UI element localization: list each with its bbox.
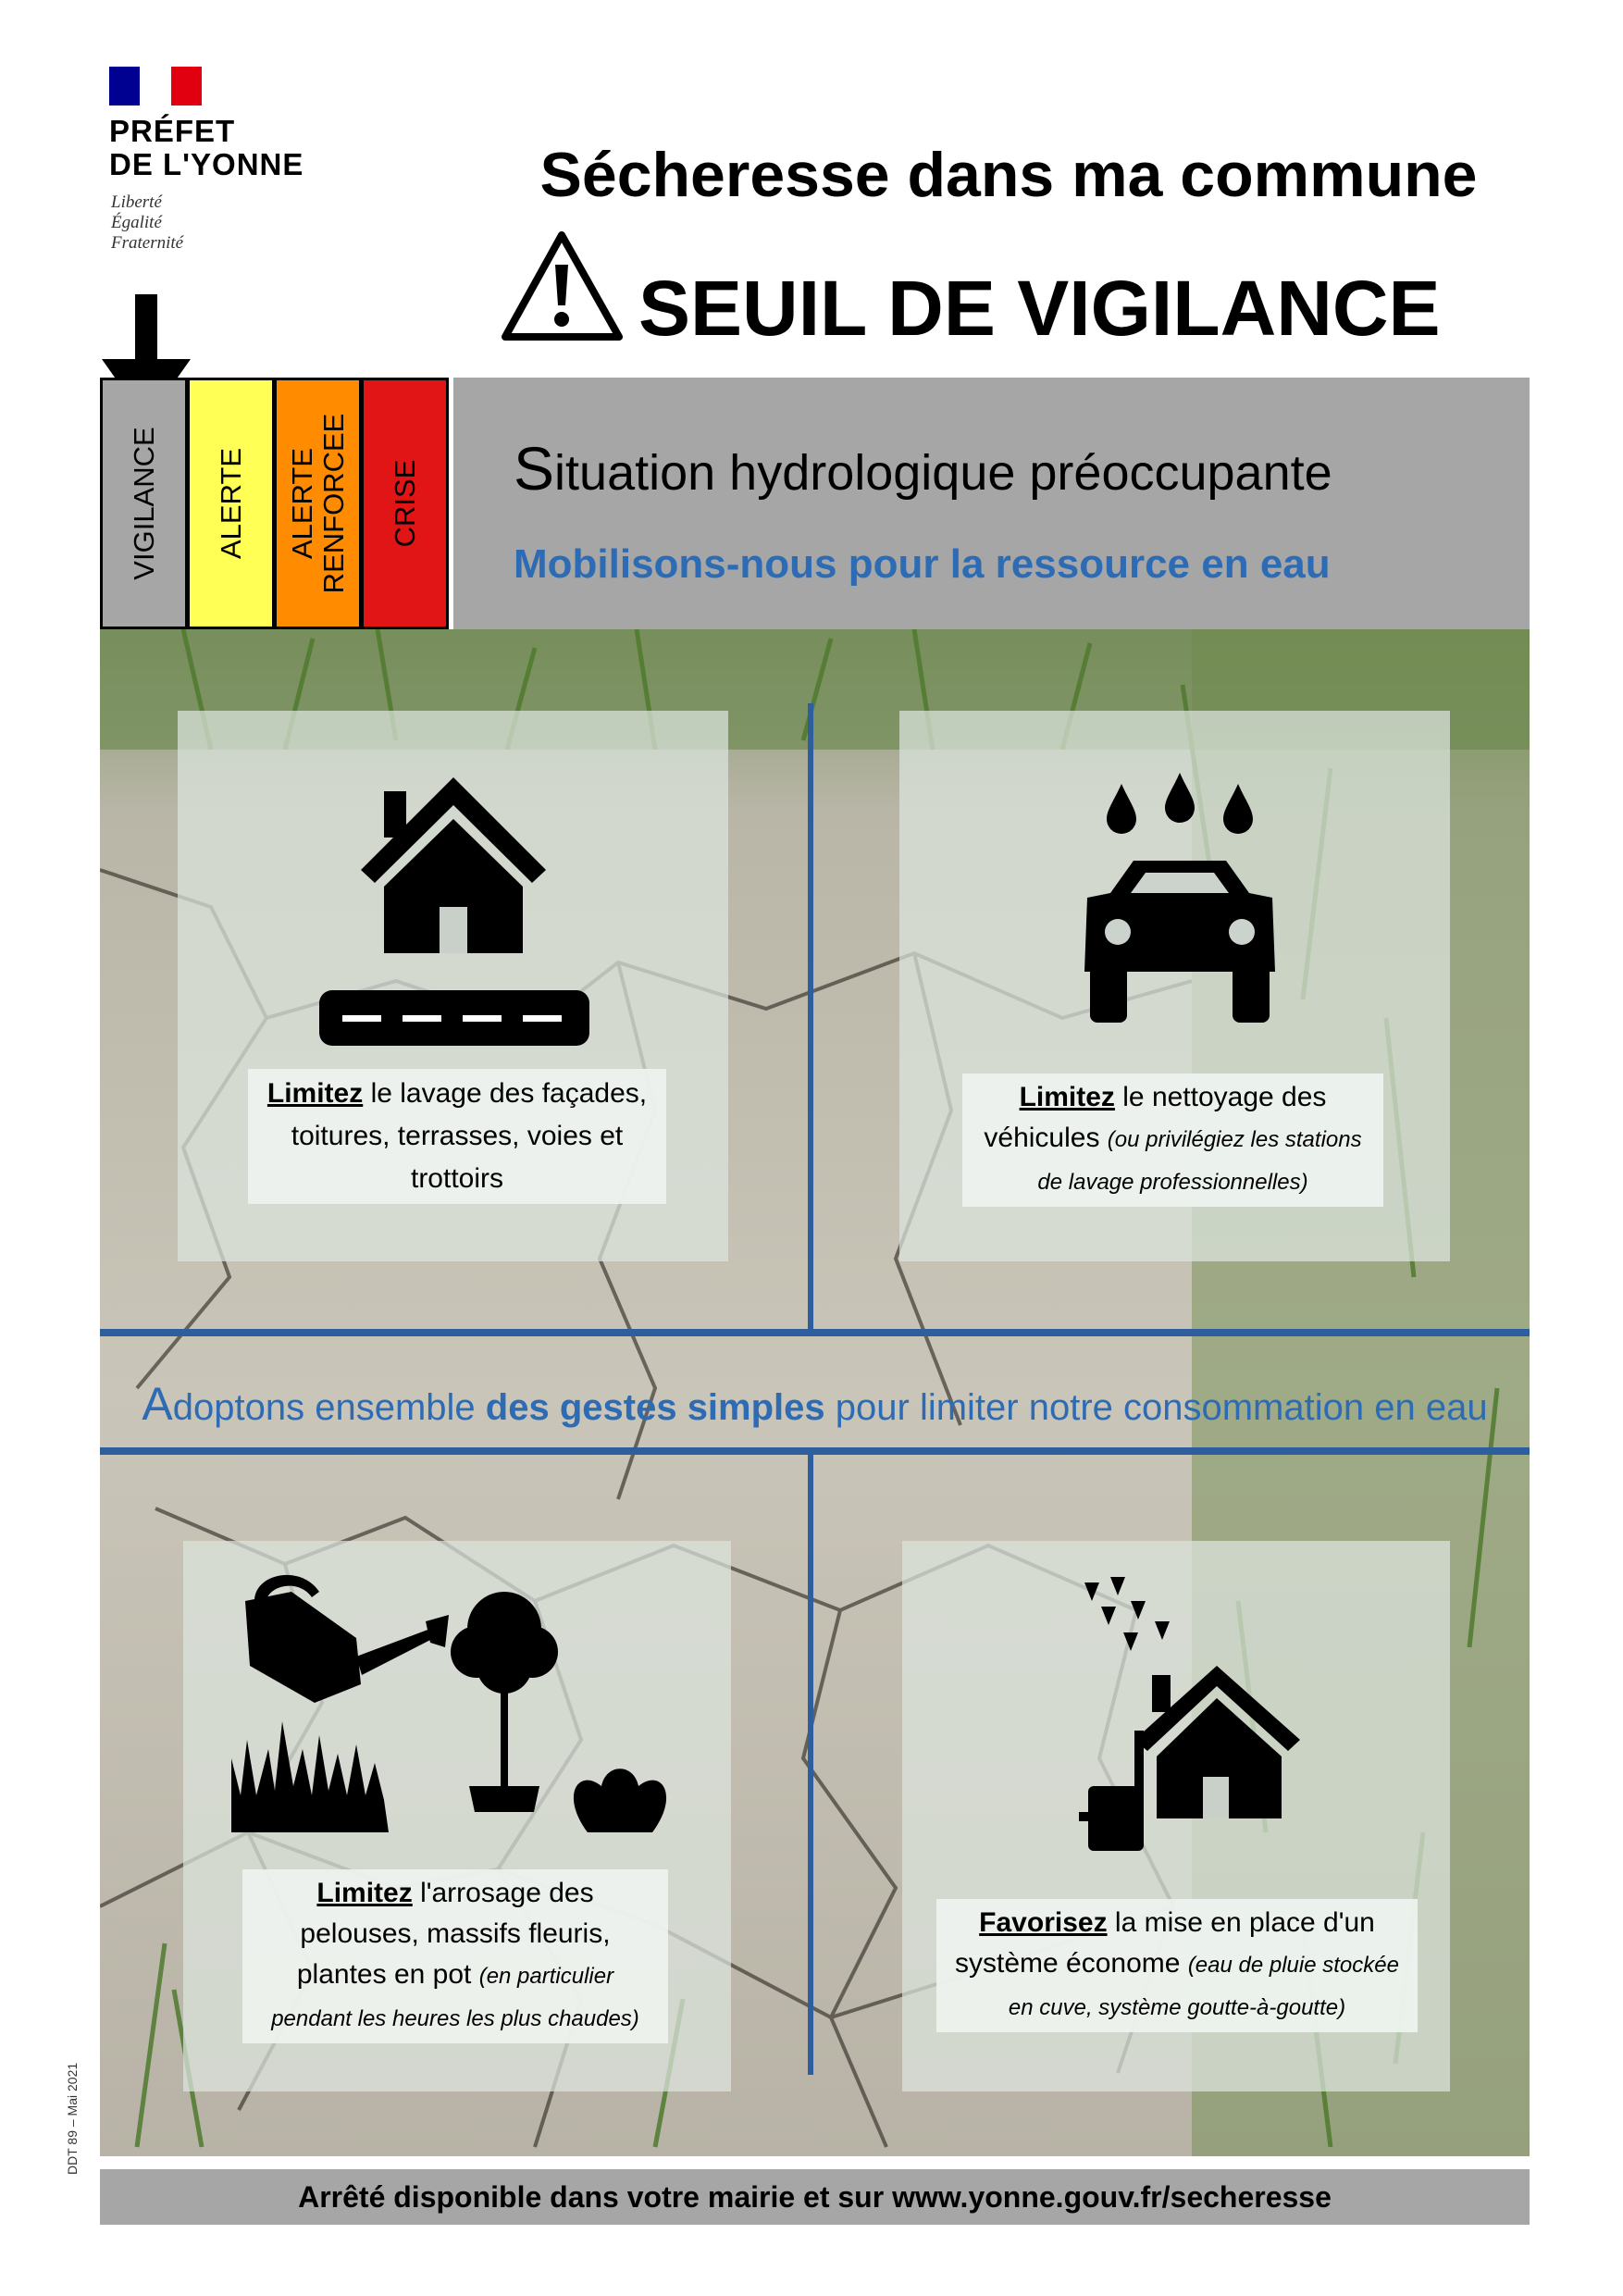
rainwater-tank-icon bbox=[1073, 1573, 1305, 1851]
house-road-icon bbox=[310, 768, 597, 1050]
republic-motto: Liberté Égalité Fraternité bbox=[111, 192, 184, 253]
divider-top bbox=[100, 1329, 1530, 1336]
marianne-flag bbox=[109, 67, 202, 105]
level-alerte: ALERTE bbox=[187, 378, 275, 629]
caption-arrosage: Limitez l'arrosage des pelouses, massifs fleuris, plantes en pot (en particulier pendant les heures les plus chaudes) bbox=[242, 1869, 668, 2043]
warning-icon bbox=[500, 230, 625, 342]
car-wash-icon bbox=[1073, 773, 1286, 1032]
prefecture-name: PRÉFET DE L'YONNE bbox=[109, 114, 304, 181]
level-crise: CRISE bbox=[361, 378, 449, 629]
caption-economie: Favorisez la mise en place d'un système économe (eau de pluie stockée en cuve, système goutte-à-goutte) bbox=[936, 1899, 1418, 2032]
situation-band bbox=[453, 378, 1530, 629]
divider-vertical-top bbox=[808, 703, 813, 1329]
adoptons-slogan: Adoptons ensemble des gestes simples pour limiter notre consommation en eau bbox=[142, 1378, 1488, 1430]
level-alerte-renforcee: ALERTE RENFORCEE bbox=[274, 378, 362, 629]
page-title: Sécheresse dans ma commune bbox=[539, 140, 1478, 210]
document-reference: DDT 89 – Mai 2021 bbox=[65, 2062, 80, 2175]
garden-watering-icon bbox=[227, 1564, 689, 1832]
level-vigilance: VIGILANCE bbox=[100, 378, 188, 629]
divider-vertical-bottom bbox=[808, 1455, 813, 2075]
divider-bottom bbox=[100, 1447, 1530, 1455]
caption-vehicules: Limitez le nettoyage des véhicules (ou privilégiez les stations de lavage professionnelles) bbox=[962, 1074, 1383, 1207]
caption-facades: Limitez le lavage des façades, toitures, terrasses, voies et trottoirs bbox=[248, 1069, 666, 1204]
mobilisation-slogan: Mobilisons-nous pour la ressource en eau bbox=[514, 541, 1331, 587]
footer-arrete: Arrêté disponible dans votre mairie et sur www.yonne.gouv.fr/secheresse bbox=[100, 2169, 1530, 2225]
alert-level-title: SEUIL DE VIGILANCE bbox=[638, 265, 1441, 352]
situation-heading: Situation hydrologique préoccupante bbox=[514, 434, 1332, 503]
